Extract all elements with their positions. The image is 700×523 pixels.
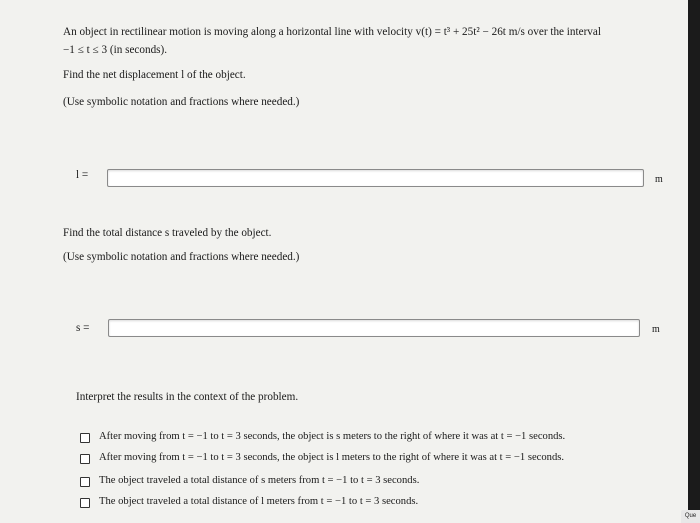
option-checkbox[interactable] <box>80 433 90 443</box>
part1-question: Find the net displacement l of the object. <box>63 69 246 81</box>
distance-label: s = <box>76 322 90 334</box>
part2-hint: (Use symbolic notation and fractions where needed.) <box>63 251 300 263</box>
question-corner-tab[interactable]: Que <box>681 510 700 523</box>
distance-unit: m <box>652 324 660 335</box>
displacement-unit: m <box>655 174 663 185</box>
option-checkbox[interactable] <box>80 477 90 487</box>
distance-input-box[interactable] <box>108 319 640 337</box>
option-label: After moving from t = −1 to t = 3 seconds, the object is s meters to the right of where it was at t = −1 seconds. <box>99 431 566 442</box>
displacement-label: l = <box>76 169 89 181</box>
part1-hint: (Use symbolic notation and fractions where needed.) <box>63 96 300 108</box>
option-label: The object traveled a total distance of s meters from t = −1 to t = 3 seconds. <box>99 475 420 486</box>
problem-statement-line2: −1 ≤ t ≤ 3 (in seconds). <box>63 44 168 56</box>
displacement-input[interactable] <box>108 172 643 188</box>
part2-question: Find the total distance s traveled by the object. <box>63 227 272 239</box>
option-label: The object traveled a total distance of l meters from t = −1 to t = 3 seconds. <box>99 496 419 507</box>
distance-input[interactable] <box>109 322 639 338</box>
part3-question: Interpret the results in the context of the problem. <box>76 391 299 403</box>
displacement-input-box[interactable] <box>107 169 644 187</box>
option-checkbox[interactable] <box>80 454 90 464</box>
option-label: After moving from t = −1 to t = 3 seconds, the object is l meters to the right of where it was at t = −1 seconds. <box>99 452 565 463</box>
problem-statement-line1: An object in rectilinear motion is moving along a horizontal line with velocity v(t) = t³ + 25t² − 26t m/s over the interval <box>63 26 601 38</box>
option-checkbox[interactable] <box>80 498 90 508</box>
